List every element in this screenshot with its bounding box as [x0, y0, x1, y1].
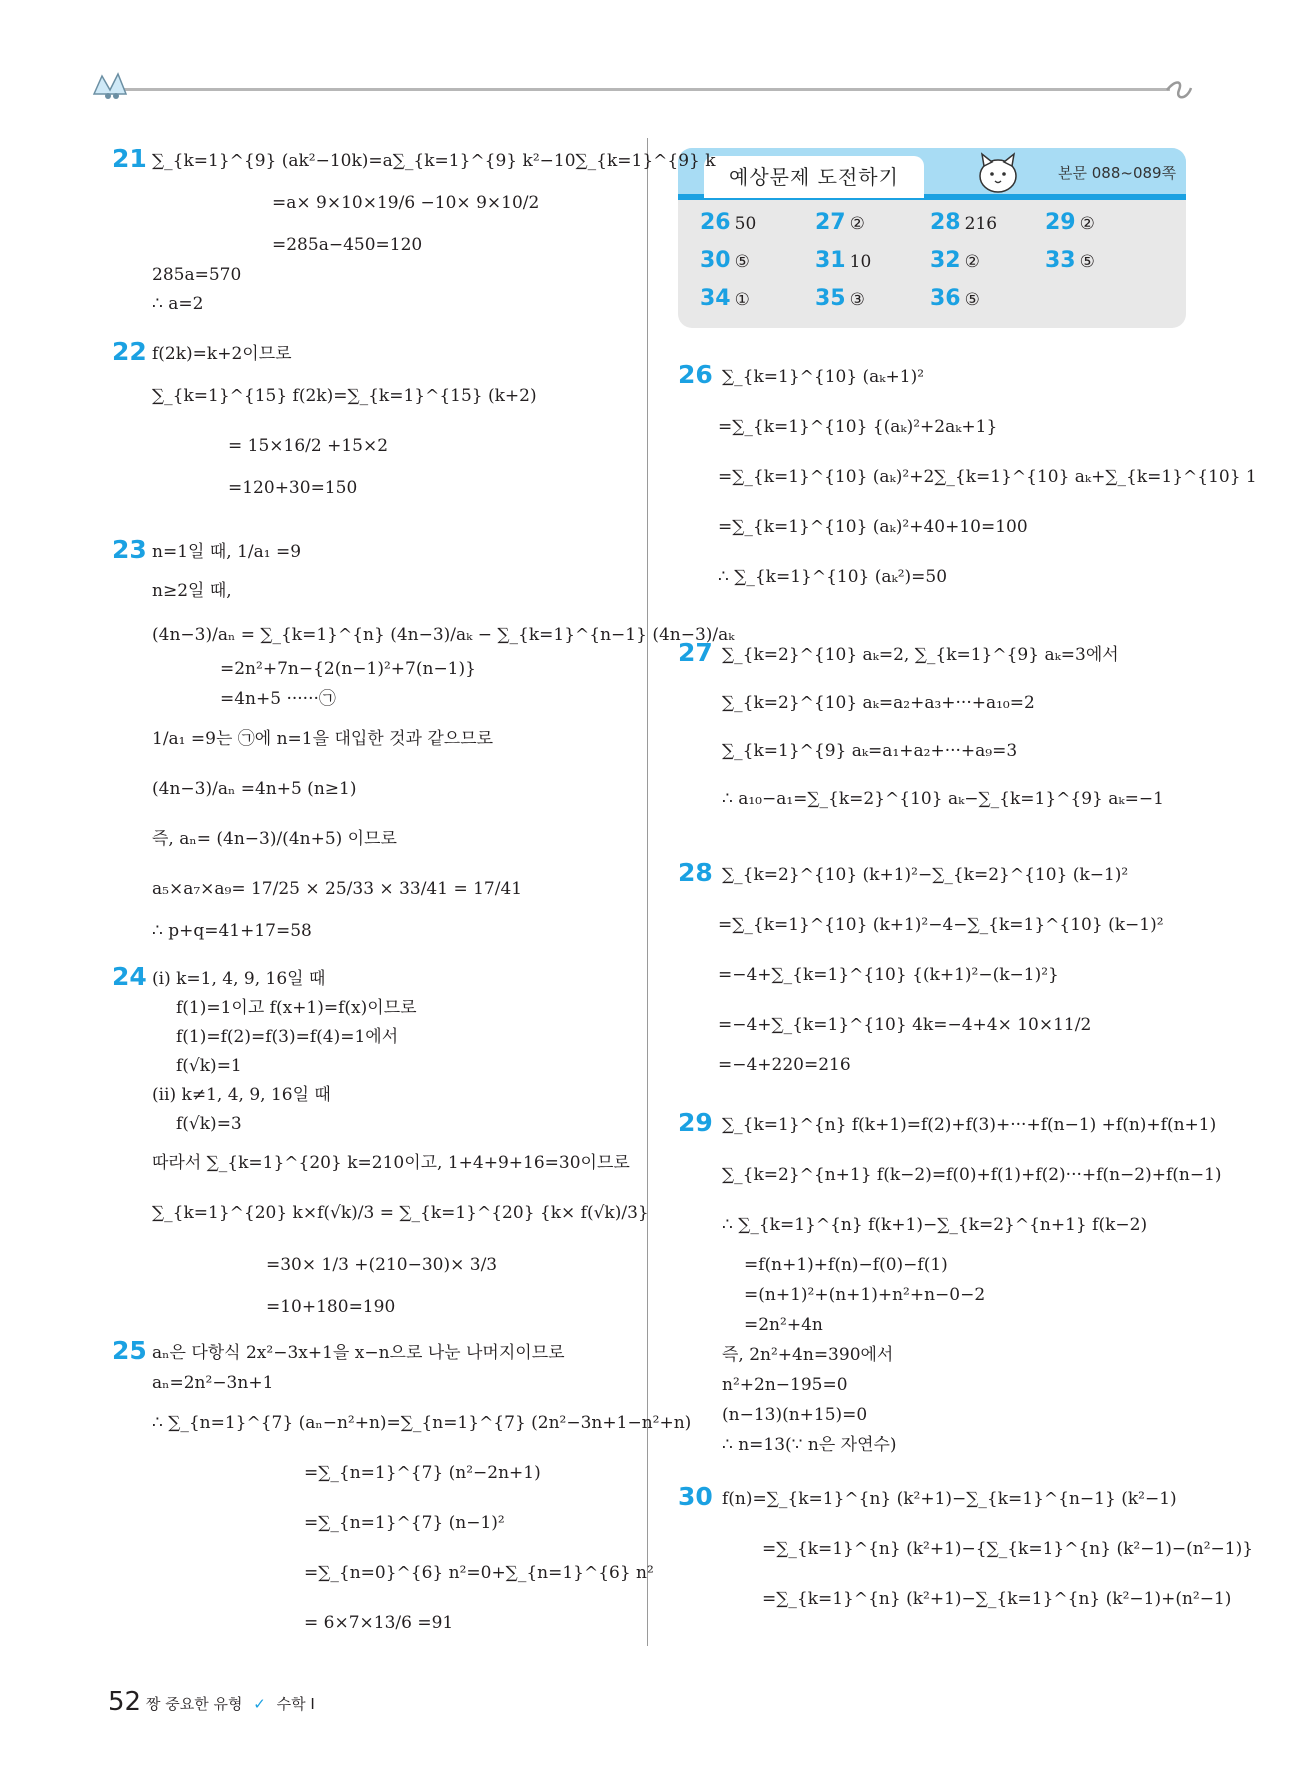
solution-line: =−4+∑_{k=1}^{10} {(k+1)²−(k−1)²} — [718, 965, 1059, 985]
solution-line: 1/a₁ =9는 ㉠에 n=1을 대입한 것과 같으므로 — [152, 729, 494, 749]
solution-line: ∑_{k=1}^{15} f(2k)=∑_{k=1}^{15} (k+2) — [152, 386, 537, 406]
problem-number: 22 — [112, 337, 147, 366]
ribbon-knot-icon — [1165, 78, 1195, 102]
solution-line: =−4+220=216 — [718, 1055, 851, 1075]
solution-line: =∑_{n=1}^{7} (n−1)² — [304, 1513, 505, 1533]
solution-line: =120+30=150 — [228, 478, 358, 498]
problem-number: 26 — [678, 360, 713, 389]
solution-line: = 15×16/2 +15×2 — [228, 436, 389, 456]
solution-line: =∑_{k=1}^{10} (aₖ)²+2∑_{k=1}^{10} aₖ+∑_{k=1}^{10} 1 — [718, 467, 1257, 487]
solution-line: 즉, 2n²+4n=390에서 — [722, 1345, 894, 1365]
problem-number: 28 — [678, 858, 713, 887]
answer-item: 30 ⑤ — [700, 248, 750, 273]
solution-line: a₅×a₇×a₉= 17/25 × 25/33 × 33/41 = 17/41 — [152, 879, 523, 899]
solution-line: ∑_{k=1}^{9} (ak²−10k)=a∑_{k=1}^{9} k²−10∑_{k=1}^{9} k — [152, 151, 716, 171]
answer-item: 34 ① — [700, 286, 750, 311]
solution-line: ∑_{k=1}^{20} k×f(√k)/3 = ∑_{k=1}^{20} {k× f(√k)/3} — [152, 1203, 649, 1223]
problem-number: 30 — [678, 1482, 713, 1511]
solution-line: f(2k)=k+2이므로 — [152, 344, 292, 364]
answer-item: 29 ② — [1045, 210, 1095, 235]
solution-line: =(n+1)²+(n+1)+n²+n−0−2 — [744, 1285, 986, 1305]
solution-line: ∑_{k=2}^{10} aₖ=a₂+a₃+···+a₁₀=2 — [722, 693, 1035, 713]
solution-line: =∑_{k=1}^{10} (k+1)²−4−∑_{k=1}^{10} (k−1)² — [718, 915, 1164, 935]
solution-line: aₙ=2n²−3n+1 — [152, 1373, 274, 1393]
solution-line: =−4+∑_{k=1}^{10} 4k=−4+4× 10×11/2 — [718, 1015, 1092, 1035]
solution-line: =∑_{k=1}^{10} {(aₖ)²+2aₖ+1} — [718, 417, 998, 437]
solution-line: ∴ a=2 — [152, 294, 204, 314]
solution-line: aₙ은 다항식 2x²−3x+1을 x−n으로 나눈 나머지이므로 — [152, 1343, 565, 1363]
solution-line: 285a=570 — [152, 265, 242, 285]
book-title: 짱 중요한 유형 — [146, 1695, 243, 1713]
subject-title: 수학 Ⅰ — [276, 1695, 315, 1713]
solution-line: =∑_{k=1}^{n} (k²+1)−∑_{k=1}^{n} (k²−1)+(n²−1) — [762, 1589, 1232, 1609]
problem-number: 27 — [678, 638, 713, 667]
solution-line: =30× 1/3 +(210−30)× 3/3 — [266, 1255, 498, 1275]
solution-line: ∑_{k=1}^{9} aₖ=a₁+a₂+···+a₉=3 — [722, 741, 1018, 761]
solution-line: n=1일 때, 1/a₁ =9 — [152, 542, 302, 562]
solution-line: =f(n+1)+f(n)−f(0)−f(1) — [744, 1255, 948, 1275]
solution-line: =285a−450=120 — [272, 235, 423, 255]
solution-line: ∑_{k=2}^{10} aₖ=2, ∑_{k=1}^{9} aₖ=3에서 — [722, 645, 1119, 665]
solution-line: =∑_{n=0}^{6} n²=0+∑_{n=1}^{6} n² — [304, 1563, 654, 1583]
problem-number: 23 — [112, 535, 147, 564]
answer-box-title: 예상문제 도전하기 — [704, 156, 924, 198]
solution-line: (ⅱ) k≠1, 4, 9, 16일 때 — [152, 1085, 331, 1105]
solution-line: ∑_{k=1}^{10} (aₖ+1)² — [722, 367, 925, 387]
solution-line: n²+2n−195=0 — [722, 1375, 848, 1395]
problem-number: 24 — [112, 962, 147, 991]
solution-line: 따라서 ∑_{k=1}^{20} k=210이고, 1+4+9+16=30이므로 — [152, 1153, 630, 1173]
answer-item: 32 ② — [930, 248, 980, 273]
cat-mascot-icon — [968, 148, 1028, 200]
solution-line: (4n−3)/aₙ = ∑_{k=1}^{n} (4n−3)/aₖ − ∑_{k=1}^{n−1} (4n−3)/aₖ — [152, 625, 735, 645]
solution-line: =a× 9×10×19/6 −10× 9×10/2 — [272, 193, 540, 213]
solution-line: ∑_{k=2}^{10} (k+1)²−∑_{k=2}^{10} (k−1)² — [722, 865, 1129, 885]
answer-box-page-ref: 본문 088~089쪽 — [1058, 164, 1177, 182]
problem-number: 21 — [112, 144, 147, 173]
problem-number: 29 — [678, 1108, 713, 1137]
solution-line: ∴ ∑_{k=1}^{n} f(k+1)−∑_{k=2}^{n+1} f(k−2) — [722, 1215, 1148, 1235]
solution-line: =4n+5 ······㉠ — [220, 689, 336, 709]
solution-line: ∴ n=13(∵ n은 자연수) — [722, 1435, 897, 1455]
answer-item: 31 10 — [815, 248, 872, 273]
bird-mark-icon: ✓ — [253, 1695, 266, 1713]
solution-line: 즉, aₙ= (4n−3)/(4n+5) 이므로 — [152, 829, 397, 849]
solution-line: ∴ p+q=41+17=58 — [152, 921, 312, 941]
solution-line: (4n−3)/aₙ =4n+5 (n≥1) — [152, 779, 357, 799]
solution-line: n≥2일 때, — [152, 581, 232, 601]
header-rule — [110, 88, 1170, 91]
answer-item: 33 ⑤ — [1045, 248, 1095, 273]
solution-line: f(1)=f(2)=f(3)=f(4)=1에서 — [176, 1027, 399, 1047]
solution-line: =∑_{k=1}^{10} (aₖ)²+40+10=100 — [718, 517, 1028, 537]
answer-item: 26 50 — [700, 210, 757, 235]
solution-line: =∑_{n=1}^{7} (n²−2n+1) — [304, 1463, 541, 1483]
answer-item: 36 ⑤ — [930, 286, 980, 311]
answer-item: 35 ③ — [815, 286, 865, 311]
answer-item: 28 216 — [930, 210, 998, 235]
solution-line: =∑_{k=1}^{n} (k²+1)−{∑_{k=1}^{n} (k²−1)−(n²−1)} — [762, 1539, 1254, 1559]
solution-line: ∑_{k=2}^{n+1} f(k−2)=f(0)+f(1)+f(2)···+f(n−2)+f(n−1) — [722, 1165, 1222, 1185]
solution-line: (ⅰ) k=1, 4, 9, 16일 때 — [152, 969, 326, 989]
solution-line: =2n²+7n−{2(n−1)²+7(n−1)} — [220, 659, 476, 679]
answer-item: 27 ② — [815, 210, 865, 235]
problem-number: 25 — [112, 1336, 147, 1365]
solution-line: ∴ ∑_{k=1}^{10} (aₖ²)=50 — [718, 567, 948, 587]
solution-line: f(1)=1이고 f(x+1)=f(x)이므로 — [176, 998, 417, 1018]
solution-line: ∑_{k=1}^{n} f(k+1)=f(2)+f(3)+···+f(n−1) +f(n)+f(n+1) — [722, 1115, 1217, 1135]
page-number: 52 — [108, 1687, 142, 1717]
footer-book-title — [146, 1693, 315, 1714]
solution-line: =2n²+4n — [744, 1315, 823, 1335]
solution-line: = 6×7×13/6 =91 — [304, 1613, 454, 1633]
solution-line: f(√k)=3 — [176, 1114, 242, 1134]
solution-line: ∴ ∑_{n=1}^{7} (aₙ−n²+n)=∑_{n=1}^{7} (2n²−3n+1−n²+n) — [152, 1413, 692, 1433]
solution-line: ∴ a₁₀−a₁=∑_{k=2}^{10} aₖ−∑_{k=1}^{9} aₖ=−1 — [722, 789, 1164, 809]
solution-line: f(√k)=1 — [176, 1056, 242, 1076]
solution-line: f(n)=∑_{k=1}^{n} (k²+1)−∑_{k=1}^{n−1} (k²−1) — [722, 1489, 1177, 1509]
answer-summary-box — [678, 148, 1186, 328]
solution-line: =10+180=190 — [266, 1297, 396, 1317]
solution-line: (n−13)(n+15)=0 — [722, 1405, 868, 1425]
bird-logo-icon — [88, 66, 132, 100]
